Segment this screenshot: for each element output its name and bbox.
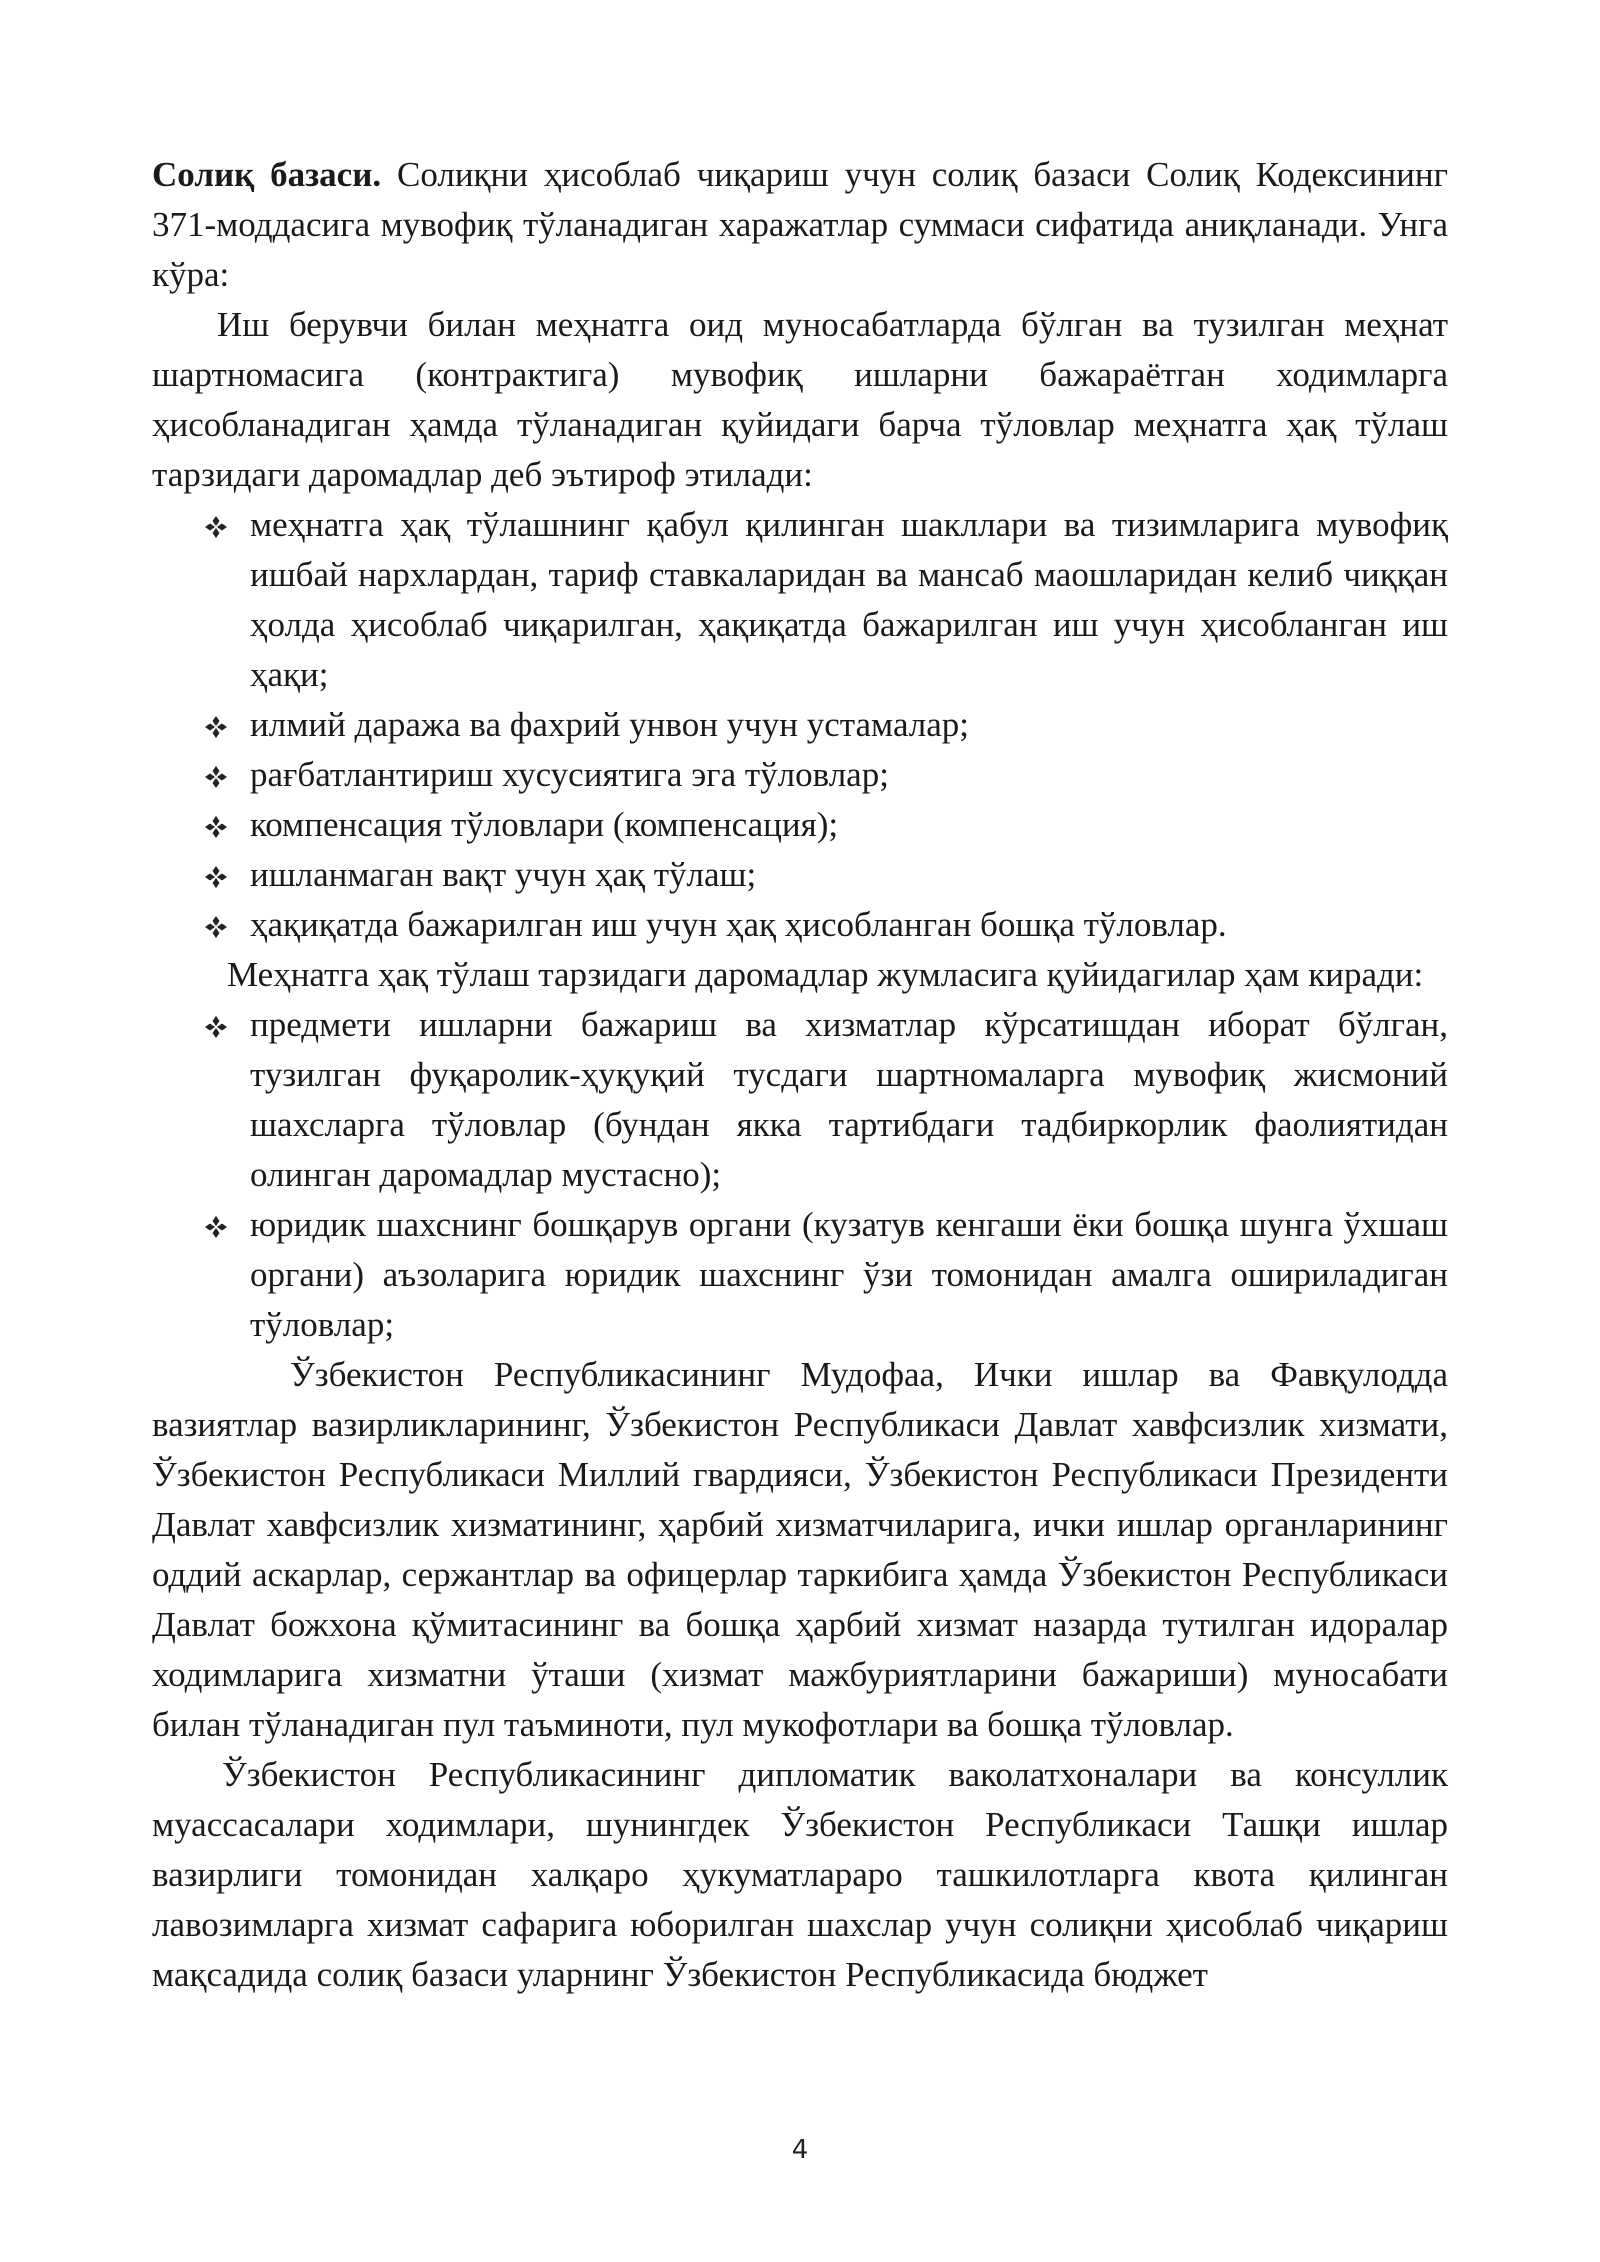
diamond-bullet-icon [204,865,228,889]
paragraph-2: Меҳнатга ҳақ тўлаш тарзидаги даромадлар жумласига қуйидагилар ҳам киради: [227,955,1424,994]
diamond-bullet-icon [204,515,228,539]
heading-paragraph [152,150,1448,300]
list-item-text: рағбатлантириш хусусиятига эга тўловлар; [250,755,889,794]
bullet-list-1 [152,500,1448,950]
page-number: 4 [791,2135,809,2165]
section-heading: Солиқ базаси. [152,155,382,194]
list-item-text: предмети ишларни бажариш ва хизматлар кўрсатишдан иборат бўлган, тузилган фуқаролик-ҳуқуқий тусдаги шартномаларга мувофиқ жисмоний шахсларга тўловлар (бундан якка тартибдаги тадбиркорлик фаолиятидан олинган даромадлар мустасно); [250,1005,1448,1194]
list-item [152,1200,1448,1350]
diamond-bullet-icon [204,765,228,789]
diamond-bullet-icon [204,1015,228,1039]
list-item [152,750,1448,800]
paragraph-1: Иш берувчи билан меҳнатга оид муносабатларда бўлган ва тузилган меҳнат шартномасига (контрактига) мувофиқ ишларни бажараётган ходимларга ҳисобланадиган ҳамда тўланадиган қуйидаги барча тўловлар меҳнатга ҳақ тўлаш тарзидаги даромадлар деб эътироф этилади: [152,305,1448,494]
list-item-text: ишланмаган вақт учун ҳақ тўлаш; [250,855,757,894]
list-item-text: меҳнатга ҳақ тўлашнинг қабул қилинган шакллари ва тизимларига мувофиқ ишбай нархлардан, тариф ставкаларидан ва мансаб маошларидан келиб чиққан ҳолда ҳисоблаб чиқарилган, ҳақиқатда бажарилган иш учун ҳисобланган иш ҳақи; [250,505,1448,694]
list-item [152,700,1448,750]
list-item-text: юридик шахснинг бошқарув органи (кузатув кенгаши ёки бошқа шунга ўхшаш органи) аъзоларига юридик шахснинг ўзи томонидан амалга ошириладиган тўловлар; [250,1205,1448,1344]
list-item-text: ҳақиқатда бажарилган иш учун ҳақ ҳисобланган бошқа тўловлар. [250,905,1227,944]
diamond-bullet-icon [204,915,228,939]
bullet-list-2 [152,1000,1448,1350]
list-item [152,850,1448,900]
diamond-bullet-icon [204,815,228,839]
list-item [152,900,1448,950]
document-page [152,150,1448,2000]
list-item [152,500,1448,700]
diamond-bullet-icon [204,1215,228,1239]
list-item [152,800,1448,850]
diamond-bullet-icon [204,715,228,739]
heading-text: Солиқни ҳисоблаб чиқариш учун солиқ базаси Солиқ Кодексининг 371-моддасига мувофиқ тўланадиган харажатлар суммаси сифатида аниқланади. Унга кўра: [152,155,1448,294]
list-item-text: компенсация тўловлари (компенсация); [250,805,839,844]
paragraph-3: Ўзбекистон Республикасининг Мудофаа, Ички ишлар ва Фавқулодда вазиятлар вазирликларининг, Ўзбекистон Республикаси Давлат хавфсизлик хизмати, Ўзбекистон Республикаси Миллий гвардияси, Ўзбекистон Республикаси Президенти Давлат хавфсизлик хизматининг, ҳарбий хизматчиларига, ички ишлар органларининг оддий аскарлар, сержантлар ва офицерлар таркибига ҳамда Ўзбекистон Республикаси Давлат божхона қўмитасининг ва бошқа ҳарбий хизмат назарда тутилган идоралар ходимларига хизматни ўташи (хизмат мажбуриятларини бажариши) муносабати билан тўланадиган пул таъминоти, пул мукофотлари ва бошқа тўловлар. [152,1355,1448,1744]
paragraph-4: Ўзбекистон Республикасининг дипломатик ваколатхоналари ва консуллик муассасалари ходимлари, шунингдек Ўзбекистон Республикаси Ташқи ишлар вазирлиги томонидан халқаро ҳукуматлараро ташкилотларга квота қилинган лавозимларга хизмат сафарига юборилган шахслар учун солиқни ҳисоблаб чиқариш мақсадида солиқ базаси уларнинг Ўзбекистон Республикасида бюджет [152,1755,1448,1994]
list-item [152,1000,1448,1200]
list-item-text: илмий даража ва фахрий унвон учун устамалар; [250,705,970,744]
